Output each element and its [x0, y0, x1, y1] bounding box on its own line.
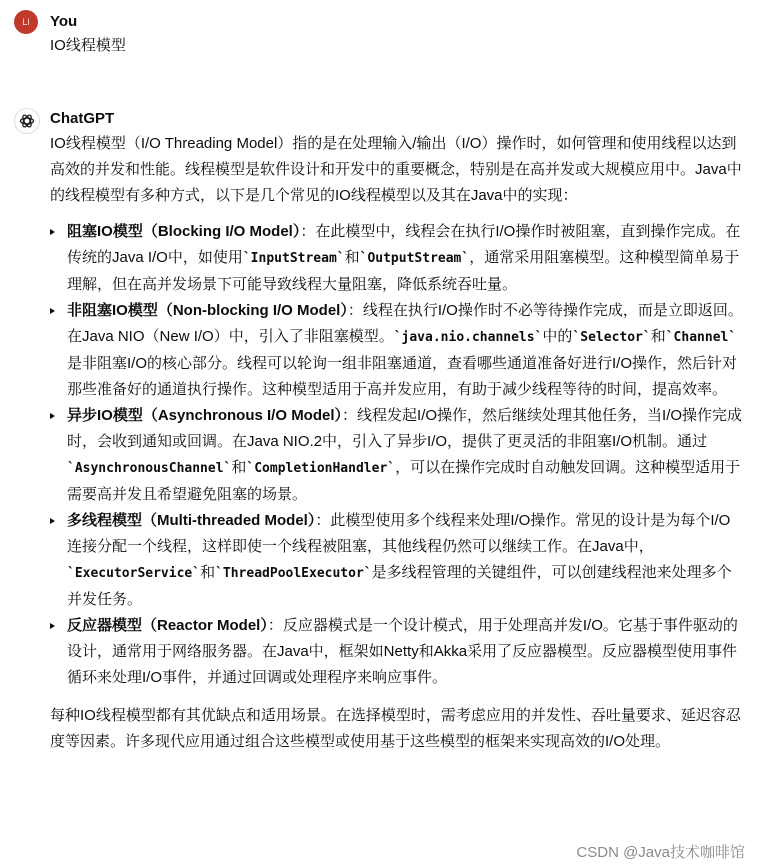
inline-code: `AsynchronousChannel`: [67, 461, 232, 476]
outro-paragraph: [50, 703, 745, 755]
chatgpt-logo-icon: [14, 108, 40, 134]
bold-heading: 阻塞IO模型（Blocking I/O Model）: [67, 223, 301, 240]
assistant-message-body: [50, 131, 745, 755]
list-item: [50, 508, 745, 613]
list-item: [50, 219, 745, 298]
bold-heading: 反应器模型（Reactor Model）: [67, 617, 268, 634]
text-segment: 中的: [542, 328, 573, 345]
text-segment: ，通常采用阻塞模型。这种模型简单易于理解，但在高并发场景下可能导致线程大量阻塞，降低系统吞吐量。: [67, 249, 740, 293]
text-segment: ：此模型使用多个线程来处理I/O操作。常见的设计是为每个I/O连接分配一个线程，这样即使一个线程被阻塞，其他线程仍然可以继续工作。在Java中，: [67, 512, 731, 555]
text-segment: ：反应器模式是一个设计模式，用于处理高并发I/O。它基于事件驱动的设计，通常用于网络服务器。在Java中，框架如Netty和Akka采用了反应器模型。反应器模型使用事件循环来处理I/O事件，并通过回调或处理程序来响应事件。: [67, 617, 738, 686]
user-message-text: IO线程模型: [50, 37, 126, 54]
inline-code: `ThreadPoolExecutor`: [215, 566, 372, 581]
list-item: [50, 298, 745, 403]
text-segment: ：线程发起I/O操作，然后继续处理其他任务，当I/O操作完成时，会收到通知或回调。在Java NIO.2中，引入了异步I/O，提供了更灵活的非阻塞I/O机制。通过: [67, 407, 743, 450]
intro-paragraph: [50, 131, 745, 209]
text-segment: 和: [650, 328, 666, 345]
text-segment: 是非阻塞I/O的核心部分。线程可以轮询一组非阻塞通道，查看哪些通道准备好进行I/O操作，然后针对那些准备好的通道执行操作。这种模型适用于高并发应用，有助于减少线程等待的时间，提高效率。: [67, 355, 738, 398]
text-segment: 和: [231, 459, 247, 476]
list-item: [50, 403, 745, 508]
text-segment: IO线程模型（I/O Threading Model）指的是在处理输入/输出（I/O）操作时，如何管理和使用线程以达到高效的并发和性能。线程模型是软件设计和开发中的重要概念，特别是在高并发或大规模应用中。Java中的线程模型有多种方式，以下是几个常见的IO线程模型以及其在Java中的实现：: [50, 135, 742, 204]
bold-heading: 多线程模型（Multi-threaded Model）: [67, 512, 316, 529]
inline-code: `ExecutorService`: [67, 566, 201, 581]
text-segment: 和: [344, 249, 360, 266]
assistant-name: ChatGPT: [50, 110, 115, 127]
text-segment: ：在此模型中，线程会在执行I/O操作时被阻塞，直到操作完成。在传统的Java I/O中，如使用: [67, 223, 741, 266]
text-segment: 是多线程管理的关键组件，可以创建线程池来处理多个并发任务。: [67, 564, 732, 608]
text-segment: 每种IO线程模型都有其优缺点和适用场景。在选择模型时，需考虑应用的并发性、吞吐量要求、延迟容忍度等因素。许多现代应用通过组合这些模型或使用基于这些模型的框架来实现高效的I/O处理。: [50, 707, 741, 750]
inline-code: `InputStream`: [242, 251, 345, 266]
inline-code: `java.nio.channels`: [393, 330, 543, 345]
inline-code: `Selector`: [572, 330, 651, 345]
text-segment: ：线程在执行I/O操作时不必等待操作完成，而是立即返回。在Java NIO（New I/O）中，引入了非阻塞模型。: [67, 302, 743, 345]
bold-heading: 异步IO模型（Asynchronous I/O Model）: [67, 407, 343, 424]
text-segment: 和: [200, 564, 216, 581]
bold-heading: 非阻塞IO模型（Non-blocking I/O Model）: [67, 302, 348, 319]
inline-code: `Channel`: [665, 330, 737, 345]
user-name: You: [50, 13, 78, 30]
text-segment: ，可以在操作完成时自动触发回调。这种模型适用于需要高并发且希望避免阻塞的场景。: [67, 459, 741, 503]
watermark: CSDN @Java技术咖啡馆: [576, 844, 745, 861]
inline-code: `OutputStream`: [359, 251, 470, 266]
model-list: [50, 219, 745, 691]
user-avatar: LI: [14, 10, 38, 34]
list-item: [50, 613, 745, 691]
inline-code: `CompletionHandler`: [246, 461, 396, 476]
